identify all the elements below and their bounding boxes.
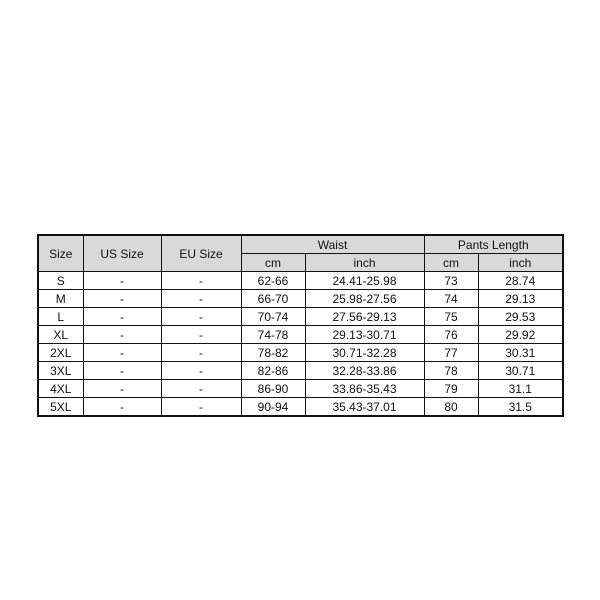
table-body <box>38 272 563 417</box>
cell-length-inch: 31.5 <box>478 398 563 417</box>
header-waist-cm: cm <box>241 254 305 272</box>
header-size: Size <box>38 235 83 272</box>
cell-waist-inch: 29.13-30.71 <box>305 326 424 344</box>
cell-waist-cm: 82-86 <box>241 362 305 380</box>
cell-waist-inch: 24.41-25.98 <box>305 272 424 290</box>
cell-length-inch: 31.1 <box>478 380 563 398</box>
cell-eu-size: - <box>161 272 241 290</box>
cell-length-inch: 29.13 <box>478 290 563 308</box>
table-row <box>38 380 563 398</box>
header-waist: Waist <box>241 235 424 254</box>
cell-waist-inch: 25.98-27.56 <box>305 290 424 308</box>
table-row <box>38 272 563 290</box>
cell-waist-cm: 86-90 <box>241 380 305 398</box>
cell-size: L <box>38 308 83 326</box>
cell-waist-inch: 35.43-37.01 <box>305 398 424 417</box>
cell-size: S <box>38 272 83 290</box>
header-length-inch: inch <box>478 254 563 272</box>
cell-us-size: - <box>83 272 161 290</box>
cell-waist-inch: 30.71-32.28 <box>305 344 424 362</box>
cell-eu-size: - <box>161 326 241 344</box>
table-header <box>38 235 563 272</box>
cell-length-cm: 80 <box>424 398 478 417</box>
cell-size: M <box>38 290 83 308</box>
header-us-size: US Size <box>83 235 161 272</box>
cell-length-inch: 28.74 <box>478 272 563 290</box>
table-row <box>38 362 563 380</box>
header-row <box>38 235 563 254</box>
cell-eu-size: - <box>161 290 241 308</box>
cell-us-size: - <box>83 326 161 344</box>
table-row <box>38 344 563 362</box>
table-row <box>38 290 563 308</box>
cell-length-cm: 77 <box>424 344 478 362</box>
cell-length-inch: 29.53 <box>478 308 563 326</box>
cell-size: 4XL <box>38 380 83 398</box>
cell-length-inch: 30.31 <box>478 344 563 362</box>
cell-length-cm: 78 <box>424 362 478 380</box>
table-row <box>38 326 563 344</box>
cell-us-size: - <box>83 362 161 380</box>
cell-size: 3XL <box>38 362 83 380</box>
cell-waist-inch: 33.86-35.43 <box>305 380 424 398</box>
cell-length-inch: 29.92 <box>478 326 563 344</box>
header-waist-inch: inch <box>305 254 424 272</box>
cell-length-cm: 73 <box>424 272 478 290</box>
cell-length-cm: 76 <box>424 326 478 344</box>
cell-waist-inch: 27.56-29.13 <box>305 308 424 326</box>
cell-eu-size: - <box>161 398 241 417</box>
cell-us-size: - <box>83 398 161 417</box>
cell-eu-size: - <box>161 308 241 326</box>
cell-waist-inch: 32.28-33.86 <box>305 362 424 380</box>
cell-eu-size: - <box>161 344 241 362</box>
header-eu-size: EU Size <box>161 235 241 272</box>
cell-waist-cm: 62-66 <box>241 272 305 290</box>
cell-waist-cm: 78-82 <box>241 344 305 362</box>
cell-waist-cm: 66-70 <box>241 290 305 308</box>
cell-waist-cm: 70-74 <box>241 308 305 326</box>
cell-length-cm: 74 <box>424 290 478 308</box>
cell-us-size: - <box>83 344 161 362</box>
size-chart-table <box>37 234 564 417</box>
cell-size: 2XL <box>38 344 83 362</box>
cell-waist-cm: 74-78 <box>241 326 305 344</box>
cell-waist-cm: 90-94 <box>241 398 305 417</box>
cell-size: 5XL <box>38 398 83 417</box>
cell-length-cm: 75 <box>424 308 478 326</box>
header-length-cm: cm <box>424 254 478 272</box>
cell-length-inch: 30.71 <box>478 362 563 380</box>
cell-us-size: - <box>83 290 161 308</box>
cell-size: XL <box>38 326 83 344</box>
cell-eu-size: - <box>161 380 241 398</box>
table-row <box>38 308 563 326</box>
cell-length-cm: 79 <box>424 380 478 398</box>
header-pants-length: Pants Length <box>424 235 563 254</box>
table-row <box>38 398 563 417</box>
cell-us-size: - <box>83 380 161 398</box>
cell-eu-size: - <box>161 362 241 380</box>
cell-us-size: - <box>83 308 161 326</box>
